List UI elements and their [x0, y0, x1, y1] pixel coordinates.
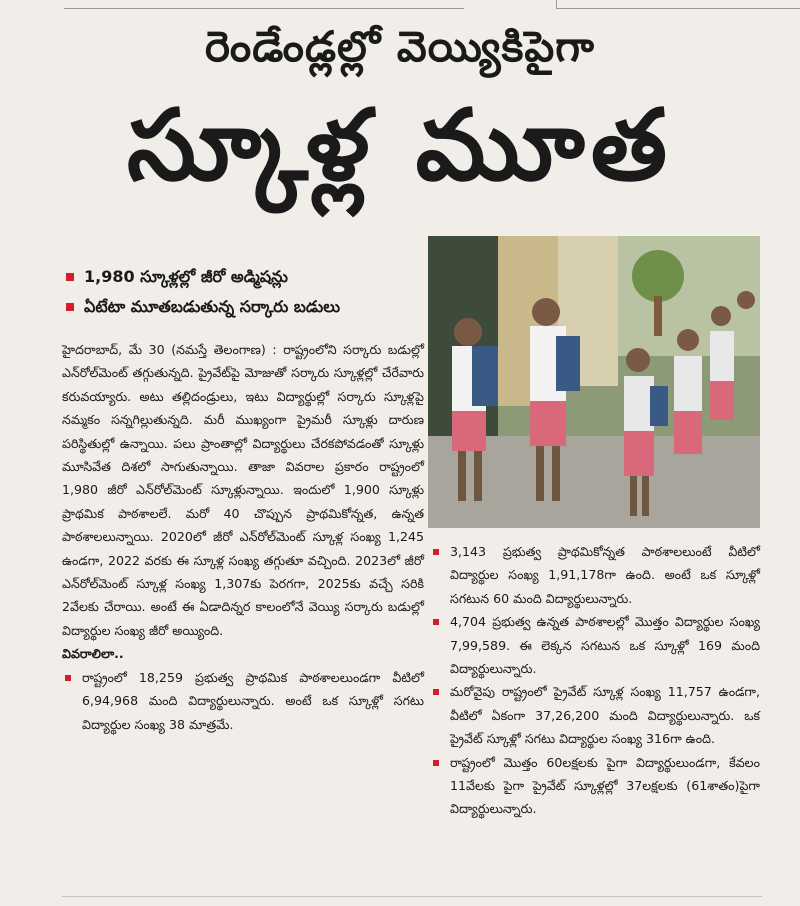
top-corner-rule: [556, 0, 800, 9]
square-bullet-icon: [433, 549, 439, 555]
article-right-column: [430, 540, 760, 821]
children-in-line-image: [428, 236, 760, 528]
article-photo: [428, 236, 760, 528]
detail-point: [430, 751, 760, 821]
detail-point-text: రాష్ట్రంలో మొత్తం 60లక్షలకు పైగా విద్యార్థులుండగా, కేవలం 11వేలకు పైగా ప్రైవేట్ స్కూళ్లల్లో 37లక్షలకు (61శాతం)పైగా విద్యార్థులున్నారు.: [450, 754, 760, 817]
square-bullet-icon: [66, 273, 74, 281]
detail-point-text: రాష్ట్రంలో 18,259 ప్రభుత్వ ప్రాథమిక పాఠశాలలుండగా వీటిలో 6,94,968 మంది విద్యార్థులున్నారు. అంటే ఒక స్కూళ్లో సగటు విద్యార్థుల సంఖ్య 38 మాత్రమే.: [82, 669, 424, 732]
detail-point: [430, 540, 760, 610]
square-bullet-icon: [433, 619, 439, 625]
article-kicker: రెండేండ్లల్లో వెయ్యికిపైగా: [205, 22, 595, 71]
detail-point-text: మరోవైపు రాష్ట్రంలో ప్రైవేట్ స్కూళ్ల సంఖ్య 11,757 ఉండగా, వీటిలో ఏకంగా 37,26,200 మంది విద్యార్థులున్నారు. ఒక ప్రైవేట్ స్కూళ్లో సగటు విద్యార్థుల సంఖ్య 316గా ఉంది.: [450, 684, 760, 747]
highlight-text: ఏటేటా మూతబడుతున్న సర్కారు బడులు: [84, 297, 341, 316]
article-headline: స్కూళ్ల మూత: [127, 89, 673, 203]
article-left-column: [62, 338, 424, 736]
bottom-rule: [62, 896, 762, 897]
top-rule: [64, 8, 464, 9]
highlights-list: [62, 266, 424, 326]
details-heading: వివరాలిలా..: [62, 646, 124, 662]
square-bullet-icon: [65, 675, 71, 681]
square-bullet-icon: [66, 303, 74, 311]
detail-point: [430, 610, 760, 680]
detail-point: [430, 680, 760, 750]
article-body: హైదరాబాద్, మే 30 (నమస్తే తెలంగాణ) : రాష్ట్రంలోని సర్కారు బడుల్లో ఎన్‌రోల్‌మెంట్ తగ్గుతున్నది. ప్రైవేట్‌పై మోజుతో సర్కారు స్కూళ్లల్లో చేరేవారు కరువయ్యారు. అటు తల్లిదండ్రులు, ఇటు విద్యార్థుల్లో సర్కారు స్కూళ్లపై నమ్మకం సన్నగిల్లుతున్నది. మరీ ముఖ్యంగా ప్రైమరీ స్కూళ్లు దారుణ పరిస్థితుల్లో ఉన్నాయి. పలు ప్రాంతాల్లో విద్యార్థులు చేరకపోవడంతో స్కూళ్లు మూసివేత దిశలో సాగుతున్నాయి. తాజా వివరాల ప్రకారం రాష్ట్రంలో 1,980 జీరో ఎన్‌రోల్‌మెంట్ స్కూళ్లున్నాయి. ఇందులో 1,900 స్కూళ్లు ప్రాథమిక పాఠశాలలే. మరో 40 చొప్పున ప్రాథమికోన్నత, ఉన్నత పాఠశాలలున్నాయి. 2020లో జీరో ఎన్‌రోల్‌మెంట్ స్కూళ్ల సంఖ్య 1,245 ఉండగా, 2022 వరకు ఈ స్కూళ్ల సంఖ్య తగ్గుతూ వచ్చింది. 2023లో జీరో ఎన్‌రోల్‌మెంట్ స్కూళ్ల సంఖ్య 1,307కు పెరగగా, 2025కు వచ్చే సరికి 2వేలకు చేరాయి. అంటే ఈ ఏడాదిన్నర కాలంలోనే వెయ్యి సర్కారు బడుల్లో విద్యార్థుల సంఖ్య జీరో అయ్యింది.: [62, 342, 424, 638]
square-bullet-icon: [433, 689, 439, 695]
highlight-item: [62, 266, 424, 288]
detail-point-text: 4,704 ప్రభుత్వ ఉన్నత పాఠశాలల్లో మొత్తం విద్యార్థుల సంఖ్య 7,99,589. ఈ లెక్కన సగటున ఒక స్కూళ్లో 169 మంది విద్యార్థులున్నారు.: [450, 614, 760, 677]
detail-point: [62, 666, 424, 736]
highlight-text: 1,980 స్కూళ్లల్లో జీరో అడ్మిషన్లు: [84, 267, 288, 286]
highlight-item: [62, 296, 424, 318]
detail-point-text: 3,143 ప్రభుత్వ ప్రాథమికోన్నత పాఠశాలలుంటే వీటిలో విద్యార్థుల సంఖ్య 1,91,178గా ఉంది. అంటే ఒక స్కూళ్లో సగటున 60 మంది విద్యార్థులున్నారు.: [450, 544, 760, 606]
square-bullet-icon: [433, 760, 439, 766]
